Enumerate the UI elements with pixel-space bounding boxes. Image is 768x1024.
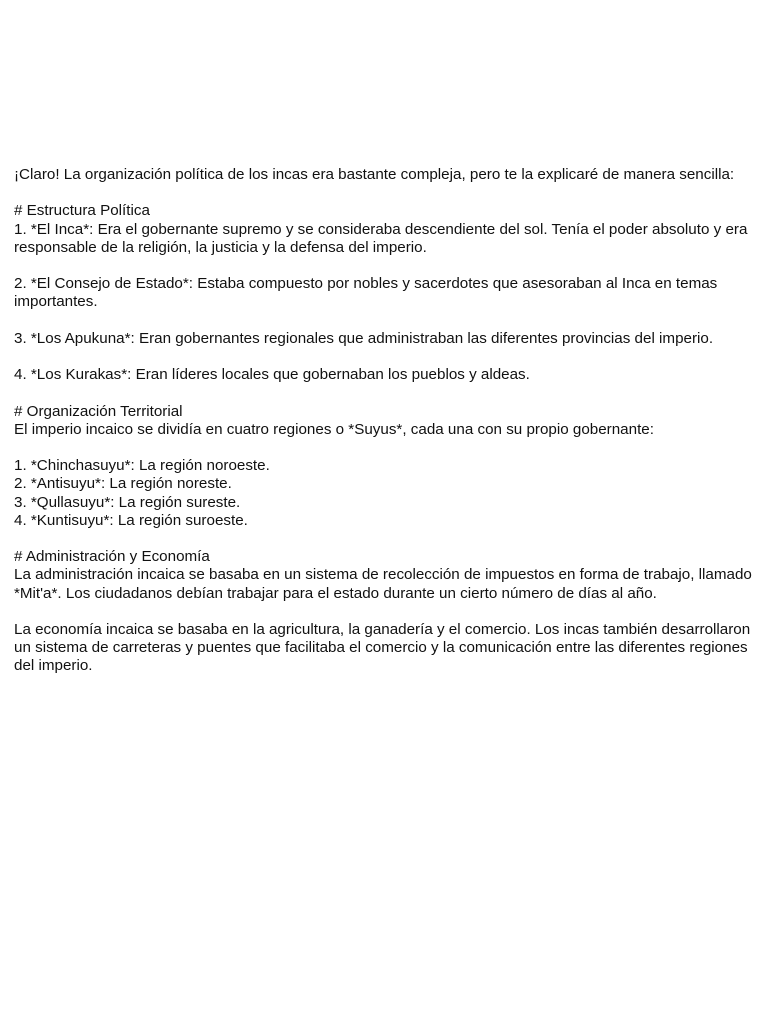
paragraph-economia: La economía incaica se basaba en la agricultura, la ganadería y el comercio. Los incas también desarrollaron un sistema de carreteras y puentes que facilitaba el comercio y la comunicación entre las diferentes regiones del imperio. [14,620,755,675]
heading-administracion-economia: # Administración y Economía [14,548,210,566]
spacer [14,439,754,457]
spacer [14,384,754,402]
spacer [14,257,754,275]
list-item-el-inca: 1. *El Inca*: Era el gobernante supremo y se consideraba descendiente del sol. Tenía el poder absoluto y era responsable de la religión, la justicia y la defensa del imperio. [14,220,752,256]
heading-estructura-politica: # Estructura Política [14,202,150,220]
list-item-kurakas: 4. *Los Kurakas*: Eran líderes locales que gobernaban los pueblos y aldeas. [14,366,530,384]
heading-organizacion-territorial: # Organización Territorial [14,402,183,420]
document-body [14,166,757,676]
list-item-kuntisuyu: 4. *Kuntisuyu*: La región suroeste. [14,511,248,529]
list-item-antisuyu: 2. *Antisuyu*: La región noreste. [14,475,232,493]
list-item-chinchasuyu: 1. *Chinchasuyu*: La región noroeste. [14,457,270,475]
paragraph-administracion: La administración incaica se basaba en un sistema de recolección de impuestos en forma de trabajo, llamado *Mit'a*. Los ciudadanos debían trabajar para el estado durante un cierto número de días al año. [14,566,757,602]
spacer [14,603,754,621]
list-item-qullasuyu: 3. *Qullasuyu*: La región sureste. [14,493,241,511]
intro-paragraph: ¡Claro! La organización política de los incas era bastante compleja, pero te la explicaré de manera sencilla: [14,166,735,183]
spacer [14,184,754,202]
territorial-description: El imperio incaico se dividía en cuatro regiones o *Suyus*, cada una con su propio gobernante: [14,420,654,438]
list-item-apukuna: 3. *Los Apukuna*: Eran gobernantes regionales que administraban las diferentes provincias del imperio. [14,329,714,347]
spacer [14,530,754,548]
list-item-consejo-de-estado: 2. *El Consejo de Estado*: Estaba compuesto por nobles y sacerdotes que asesoraban al Inca en temas importantes. [14,275,722,311]
spacer [14,312,754,330]
spacer [14,348,754,366]
